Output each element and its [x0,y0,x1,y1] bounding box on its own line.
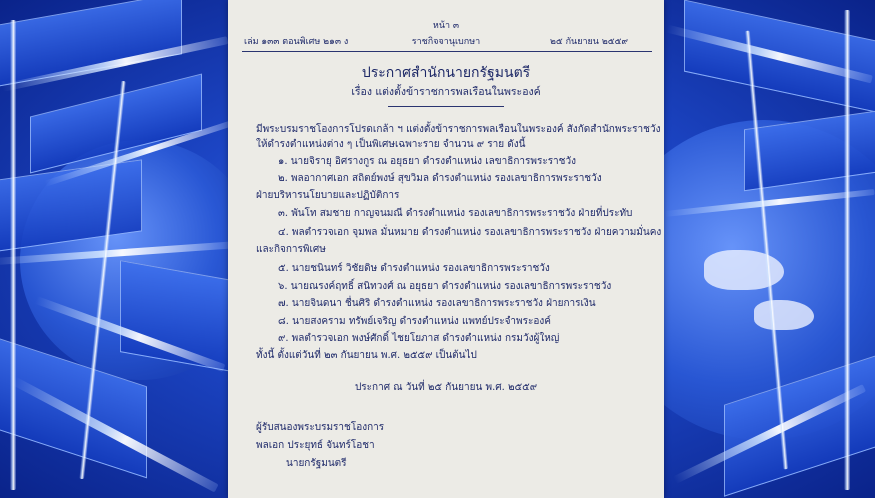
gazette-name: ราชกิจจานุเบกษา [411,37,481,47]
intro-line: ให้ดำรงตำแหน่งต่าง ๆ เป็นพิเศษเฉพาะราย จำนวน ๙ ราย ดังนี้ [256,139,526,150]
page-number: หน้า ๓ [432,21,460,31]
gazette-date: ๒๕ กันยายน ๒๕๕๙ [550,37,628,47]
background-left-graphic [0,0,232,498]
appointment-item: ๘. นายสงคราม ทรัพย์เจริญ ดำรงตำแหน่ง แพทย์ประจำพระองค์ [278,316,551,327]
appointment-item: ๒. พลอากาศเอก สถิตย์พงษ์ สุขวิมล ดำรงตำแหน่ง รองเลขาธิการพระราชวัง [278,173,602,184]
signatory-name: พลเอก ประยุทธ์ จันทร์โอชา [256,440,375,451]
appointment-item-continuation: และกิจการพิเศษ [256,244,326,255]
background-panel [0,0,182,90]
globe-landmass [754,300,814,330]
appointment-item: ๗. นายจินดนา ชื่นศิริ ดำรงตำแหน่ง รองเลขาธิการพระราชวัง ฝ่ายการเงิน [278,298,596,309]
title-rule [388,106,504,107]
appointment-item: ๙. พลตำรวจเอก พงษ์ศักดิ์ ไชยโยภาส ดำรงตำแหน่ง กรมวังผู้ใหญ่ [278,333,560,344]
appointment-item: ๔. พลตำรวจเอก จุมพล มั่นหมาย ดำรงตำแหน่ง รองเลขาธิการพระราชวัง ฝ่ายความมั่นคง [278,227,662,238]
appointment-item: ๓. พันโท สมชาย กาญจนมณี ดำรงตำแหน่ง รองเลขาธิการพระราชวัง ฝ่ายที่ประทับ [278,208,633,219]
signatory-position: นายกรัฐมนตรี [286,458,347,469]
appointment-item: ๑. นายจิรายุ อิศรางกูร ณ อยุธยา ดำรงตำแหน่ง เลขาธิการพระราชวัง [278,156,576,167]
background-right-graphic [664,0,875,498]
document-subject: เรื่อง แต่งตั้งข้าราชการพลเรือนในพระองค์ [351,86,541,98]
announcement-date: ประกาศ ณ วันที่ ๒๕ กันยายน พ.ศ. ๒๕๕๙ [354,382,538,393]
document-title: ประกาศสำนักนายกรัฐมนตรี [361,65,531,81]
light-streak [844,10,850,490]
countersign-label: ผู้รับสนองพระบรมราชโองการ [256,422,385,433]
appointment-item: ๖. นายณรงค์ฤทธิ์ สนิทวงศ์ ณ อยุธยา ดำรงตำแหน่ง รองเลขาธิการพระราชวัง [278,281,612,292]
gazette-document [228,0,664,498]
intro-line: มีพระบรมราชโองการโปรดเกล้า ฯ แต่งตั้งข้าราชการพลเรือนในพระองค์ สังกัดสำนักพระราชวัง [256,124,661,135]
light-streak [10,20,16,490]
header-rule [242,51,652,52]
effective-date: ทั้งนี้ ตั้งแต่วันที่ ๒๓ กันยายน พ.ศ. ๒๕๕๙ เป็นต้นไป [256,350,477,361]
appointment-item-continuation: ฝ่ายบริหารนโยบายและปฏิบัติการ [256,190,400,201]
appointment-item: ๕. นายชนินทร์ วิชัยดิษ ดำรงตำแหน่ง รองเลขาธิการพระราชวัง [278,263,550,274]
volume-info: เล่ม ๑๓๓ ตอนพิเศษ ๒๑๓ ง [244,37,349,47]
